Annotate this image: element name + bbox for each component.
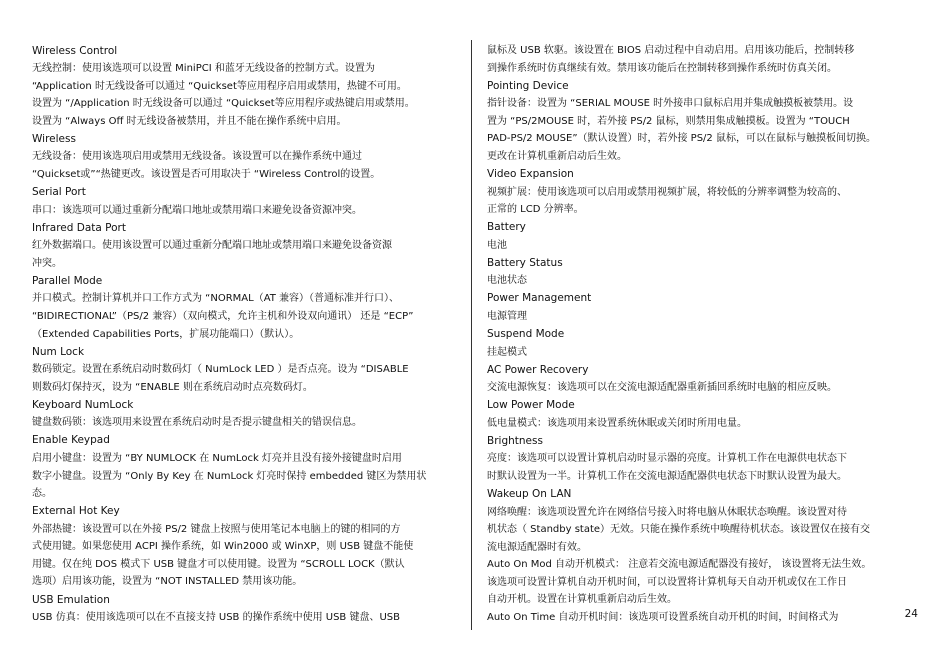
section-body	[487, 272, 923, 290]
section-body	[487, 450, 923, 485]
text-line: 电池状态	[487, 275, 527, 287]
section	[487, 326, 923, 361]
text-line: 挂起模式	[487, 346, 527, 358]
text-line: 选项）启用该功能，设置为 “NOT INSTALLED 禁用该功能。	[32, 576, 303, 588]
text-line: 外部热键：该设置可以在外接 PS/2 键盘上按照与使用笔记本电脑上的键的相同的方	[32, 523, 401, 535]
section	[487, 255, 923, 290]
text-line: 启用小键盘：设置为 “BY NUMLOCK 在 NumLock 灯亮并且没有接外接键盘时启用	[32, 452, 402, 464]
text-line: Auto On Time 自动开机时间：该选项可设置系统自动开机的时间，时间格式为	[487, 612, 839, 624]
text-line: “BIDIRECTIONAL”（PS/2 兼容）（双向模式，允许主机和外设双向通讯） 还是 “ECP”	[32, 310, 414, 322]
section	[487, 42, 923, 77]
section	[32, 131, 460, 184]
text-line: 正常的 LCD 分辨率。	[487, 204, 584, 216]
text-line: 无线设备：使用该选项启用或禁用无线设备。该设置可以在操作系统中通过	[32, 151, 362, 163]
text-line: 鼠标及 USB 软驱。该设置在 BIOS 启动过程中自动启用。启用该功能后，控制转移	[487, 45, 855, 56]
text-line: 红外数据端口。使用该设置可以通过重新分配端口地址或禁用端口来避免设备资源	[32, 240, 392, 252]
section-body	[487, 308, 923, 326]
text-line: （Extended Capabilities Ports，扩展功能端口）（默认）。	[32, 328, 300, 340]
section-body	[487, 556, 923, 626]
text-line: 式使用键。如果您使用 ACPI 操作系统，如 Win2000 或 WinXP，则 USB 键盘不能使	[32, 541, 414, 553]
text-line: 置为 “PS/2MOUSE 时，若外接 PS/2 鼠标，则禁用集成触摸板。设置为 “TOUCH	[487, 115, 850, 127]
section-body	[487, 504, 923, 557]
text-line: 并口模式。控制计算机并口工作方式为 “NORMAL（AT 兼容）（普通标准并行口）、	[32, 293, 400, 305]
section-heading: Brightness	[487, 434, 543, 447]
section	[487, 166, 923, 219]
section	[487, 486, 923, 556]
section-body	[487, 379, 923, 397]
text-line: 更改在计算机重新启动后生效。	[487, 150, 627, 162]
text-line: USB 仿真：使用该选项可以在不直接支持 USB 的操作系统中使用 USB 键盘、USB	[32, 612, 401, 624]
text-line: 到操作系统时仿真继续有效。禁用该功能后在控制转移到操作系统时仿真关闭。	[487, 62, 837, 74]
section-heading: Pointing Device	[487, 79, 569, 92]
section-body	[32, 60, 460, 130]
text-line: 冲突。	[32, 257, 62, 269]
section	[487, 556, 923, 626]
text-line: 则数码灯保持灭，设为 “ENABLE 则在系统启动时点亮数码灯。	[32, 381, 313, 393]
section-heading: Power Management	[487, 292, 592, 305]
text-line: 流电源适配器时有效。	[487, 541, 587, 553]
section	[487, 78, 923, 166]
section-body	[32, 237, 460, 272]
section-heading: Parallel Mode	[32, 274, 103, 287]
column-divider	[471, 40, 472, 630]
section-body	[487, 42, 923, 77]
section-heading: Infrared Data Port	[32, 221, 126, 234]
section-body	[32, 148, 460, 183]
section-body	[487, 344, 923, 362]
right-column	[487, 42, 923, 627]
section-heading: Wireless	[32, 132, 76, 145]
section-body	[487, 184, 923, 219]
section	[32, 43, 460, 131]
section	[487, 290, 923, 325]
section-body	[32, 361, 460, 396]
section-heading: Video Expansion	[487, 168, 574, 181]
section-body	[32, 290, 460, 343]
section-body	[32, 450, 460, 503]
section-body	[32, 521, 460, 591]
text-line: 数字小键盘。设置为 “Only By Key 在 NumLock 灯亮时保持 embedded 键区为禁用状	[32, 470, 427, 482]
section-heading: Suspend Mode	[487, 328, 565, 341]
text-line: 该选项可设置计算机自动开机时间，可以设置将计算机每天自动开机或仅在工作日	[487, 576, 847, 588]
text-line: “Application 时无线设备可以通过 “Quickset等应用程序启用或禁用，热键不可用。	[32, 80, 407, 92]
text-line: 电源管理	[487, 310, 527, 322]
section	[32, 273, 460, 343]
text-line: “Quickset或”“热键更改。该设置是否可用取决于 “Wireless Control的设置。	[32, 168, 381, 180]
section-heading: External Hot Key	[32, 505, 120, 518]
section	[32, 503, 460, 591]
section	[32, 432, 460, 502]
section	[487, 433, 923, 486]
text-line: 态。	[32, 488, 52, 500]
text-line: 键盘数码锁：该选项用来设置在系统启动时是否提示键盘相关的错误信息。	[32, 417, 362, 429]
text-line: 设置为 “/Application 时无线设备可以通过 “Quickset等应用程序或热键启用或禁用。	[32, 98, 415, 110]
section	[487, 362, 923, 397]
section-body	[32, 202, 460, 220]
section-heading: Wireless Control	[32, 44, 118, 57]
text-line: 自动开机。设置在计算机重新启动后生效。	[487, 594, 677, 606]
section-heading: Num Lock	[32, 345, 85, 358]
text-line: 时默认设置为一半。计算机工作在交流电源适配器供电状态下时默认设置为最大。	[487, 470, 847, 482]
text-line: 电池	[487, 239, 507, 251]
text-line: 无线控制：使用该选项可以设置 MiniPCI 和蓝牙无线设备的控制方式。设置为	[32, 63, 375, 74]
left-column	[32, 42, 460, 627]
section-heading: Battery	[487, 221, 526, 234]
text-line: 亮度：该选项可以设置计算机启动时显示器的亮度。计算机工作在电源供电状态下	[487, 453, 847, 465]
section-body	[32, 414, 460, 432]
section	[32, 184, 460, 219]
section-heading: Battery Status	[487, 256, 563, 269]
text-line: 网络唤醒：该选项设置允许在网络信号接入时将电脑从休眠状态唤醒。该设置对待	[487, 506, 847, 518]
section	[32, 592, 460, 627]
section-body	[487, 237, 923, 255]
section	[32, 220, 460, 273]
page-number: 24	[904, 608, 918, 620]
section	[487, 219, 923, 254]
section-heading: Enable Keypad	[32, 434, 110, 447]
text-line: 视频扩展：使用该选项可以启用或禁用视频扩展，将较低的分辨率调整为较高的、	[487, 186, 847, 198]
text-line: 交流电源恢复：该选项可以在交流电源适配器重新插回系统时电脑的相应反映。	[487, 382, 837, 394]
section	[32, 397, 460, 432]
section	[487, 397, 923, 432]
text-line: Auto On Mod 自动开机模式： 注意若交流电源适配器没有接好， 该设置将无法生效。	[487, 559, 872, 571]
section-body	[32, 609, 460, 627]
section-heading: AC Power Recovery	[487, 363, 589, 376]
section-heading: Low Power Mode	[487, 399, 575, 412]
text-line: 用键。仅在纯 DOS 模式下 USB 键盘才可以使用键。设置为 “SCROLL LOCK（默认	[32, 558, 405, 570]
text-line: PAD-PS/2 MOUSE”（默认设置）时，若外接 PS/2 鼠标，可以在鼠标与触摸板间切换。	[487, 133, 876, 145]
section-heading: Wakeup On LAN	[487, 488, 572, 500]
section-body	[487, 415, 923, 433]
section-body	[487, 95, 923, 165]
section	[32, 344, 460, 397]
section-heading: Serial Port	[32, 186, 86, 199]
text-line: 数码锁定。设置在系统启动时数码灯（ NumLock LED ）是否点亮。设为 “DISABLE	[32, 364, 409, 376]
text-line: 串口：该选项可以通过重新分配端口地址或禁用端口来避免设备资源冲突。	[32, 204, 362, 216]
text-line: 指针设备：设置为 “SERIAL MOUSE 时外接串口鼠标启用并集成触摸板被禁用。设	[487, 98, 854, 110]
text-line: 设置为 “Always Off 时无线设备被禁用，并且不能在操作系统中启用。	[32, 115, 347, 127]
section-heading: Keyboard NumLock	[32, 398, 134, 411]
text-line: 低电量模式：该选项用来设置系统休眠或关闭时所用电量。	[487, 417, 747, 429]
section-heading: USB Emulation	[32, 593, 110, 606]
text-line: 机状态（ Standby state）无效。只能在操作系统中唤醒待机状态。该设置仅在接有交	[487, 524, 871, 536]
